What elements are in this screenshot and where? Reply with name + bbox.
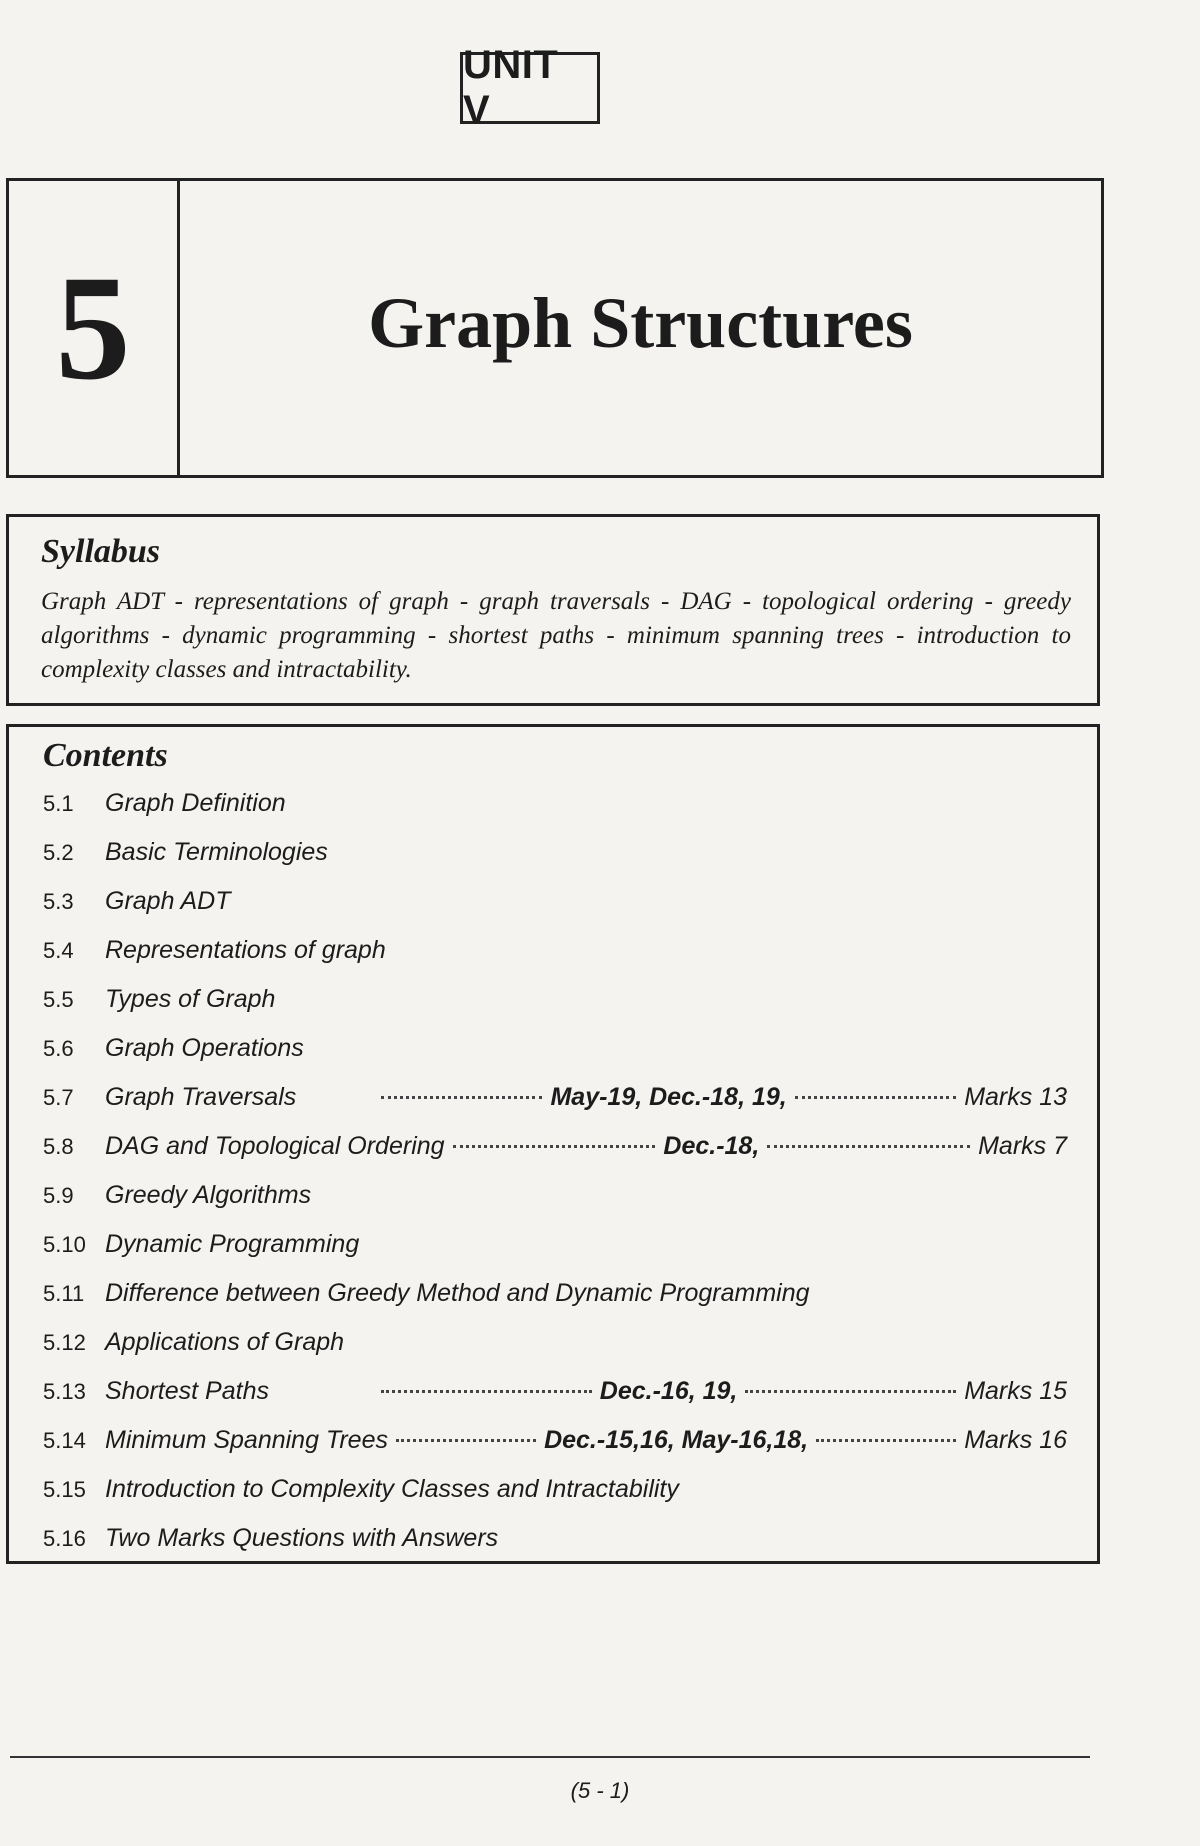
toc-item xyxy=(43,985,1067,1034)
toc-title: Graph Operations xyxy=(105,1034,304,1062)
dot-leader xyxy=(745,1390,956,1393)
syllabus-text: Graph ADT - representations of graph - graph traversals - DAG - topological ordering - greedy algorithms - dynamic programming - shortest paths - minimum spanning trees - introduction to complexity classes and intractability. xyxy=(41,588,1071,683)
marks-label: Marks 16 xyxy=(964,1426,1068,1454)
exam-dates: Dec.-16, 19, xyxy=(599,1377,738,1405)
toc-title: Representations of graph xyxy=(105,936,386,964)
toc-number: 5.4 xyxy=(43,938,74,963)
toc-item xyxy=(43,887,1067,936)
toc-item xyxy=(43,1279,1067,1328)
toc-number: 5.2 xyxy=(43,840,74,865)
dot-leader xyxy=(795,1096,956,1099)
toc-number: 5.11 xyxy=(43,1281,85,1306)
toc-number: 5.10 xyxy=(43,1232,86,1257)
toc-item xyxy=(43,1132,1067,1181)
toc-number: 5.1 xyxy=(43,791,74,816)
toc-item xyxy=(43,1034,1067,1083)
toc-number: 5.15 xyxy=(43,1477,86,1502)
toc-number: 5.16 xyxy=(43,1526,86,1551)
dot-leader xyxy=(816,1439,956,1442)
toc-item xyxy=(43,936,1067,985)
chapter-number: 5 xyxy=(55,245,131,411)
toc-item xyxy=(43,1181,1067,1230)
toc-number: 5.14 xyxy=(43,1428,86,1453)
toc-title: Introduction to Complexity Classes and Intractability xyxy=(105,1475,679,1503)
unit-label: UNIT V xyxy=(460,52,600,124)
toc-item xyxy=(43,1083,1067,1132)
toc-number: 5.6 xyxy=(43,1036,74,1061)
toc-item xyxy=(43,1426,1067,1475)
toc-number: 5.12 xyxy=(43,1330,86,1355)
toc-item xyxy=(43,789,1067,838)
toc-number: 5.3 xyxy=(43,889,74,914)
toc-item xyxy=(43,1328,1067,1377)
toc-number: 5.8 xyxy=(43,1134,74,1159)
syllabus-box xyxy=(6,514,1100,706)
contents-heading: Contents xyxy=(43,737,168,774)
toc-title: Graph Definition xyxy=(105,789,286,817)
toc-title: Shortest Paths xyxy=(105,1377,269,1405)
dot-leader xyxy=(767,1145,970,1148)
toc-item xyxy=(43,1377,1067,1426)
toc-title: Two Marks Questions with Answers xyxy=(105,1524,499,1552)
page-number: (5 - 1) xyxy=(570,1778,630,1803)
toc-title: Dynamic Programming xyxy=(105,1230,360,1258)
toc-number: 5.5 xyxy=(43,987,74,1012)
toc-title: Applications of Graph xyxy=(105,1328,345,1356)
syllabus-heading: Syllabus xyxy=(41,533,161,570)
chapter-title: Graph Structures xyxy=(368,282,913,363)
toc-title: Difference between Greedy Method and Dynamic Programming xyxy=(105,1279,810,1307)
toc-item xyxy=(43,1475,1067,1524)
toc-item xyxy=(43,1524,1067,1573)
exam-dates: Dec.-18, xyxy=(663,1132,760,1160)
contents-box xyxy=(6,724,1100,1564)
toc-item xyxy=(43,838,1067,887)
footer-rule xyxy=(10,1756,1090,1758)
dot-leader xyxy=(381,1390,592,1393)
toc-title: Types of Graph xyxy=(105,985,276,1013)
toc-title: DAG and Topological Ordering xyxy=(105,1132,445,1160)
marks-label: Marks 13 xyxy=(964,1083,1067,1111)
toc-title: Graph Traversals xyxy=(105,1083,297,1111)
dot-leader xyxy=(453,1145,656,1148)
exam-dates: Dec.-15,16, May-16,18, xyxy=(544,1426,809,1454)
toc-item xyxy=(43,1230,1067,1279)
dot-leader xyxy=(381,1096,542,1099)
marks-label: Marks 7 xyxy=(978,1132,1068,1160)
toc-title: Basic Terminologies xyxy=(105,838,328,866)
chapter-header xyxy=(6,178,1104,478)
toc-title: Greedy Algorithms xyxy=(105,1181,312,1209)
dot-leader xyxy=(396,1439,536,1442)
toc-title: Minimum Spanning Trees xyxy=(105,1426,388,1454)
toc-number: 5.7 xyxy=(43,1085,74,1110)
exam-dates: May-19, Dec.-18, 19, xyxy=(550,1083,787,1111)
marks-label: Marks 15 xyxy=(964,1377,1067,1405)
toc-title: Graph ADT xyxy=(105,887,231,915)
toc-number: 5.13 xyxy=(43,1379,86,1404)
toc-number: 5.9 xyxy=(43,1183,74,1208)
